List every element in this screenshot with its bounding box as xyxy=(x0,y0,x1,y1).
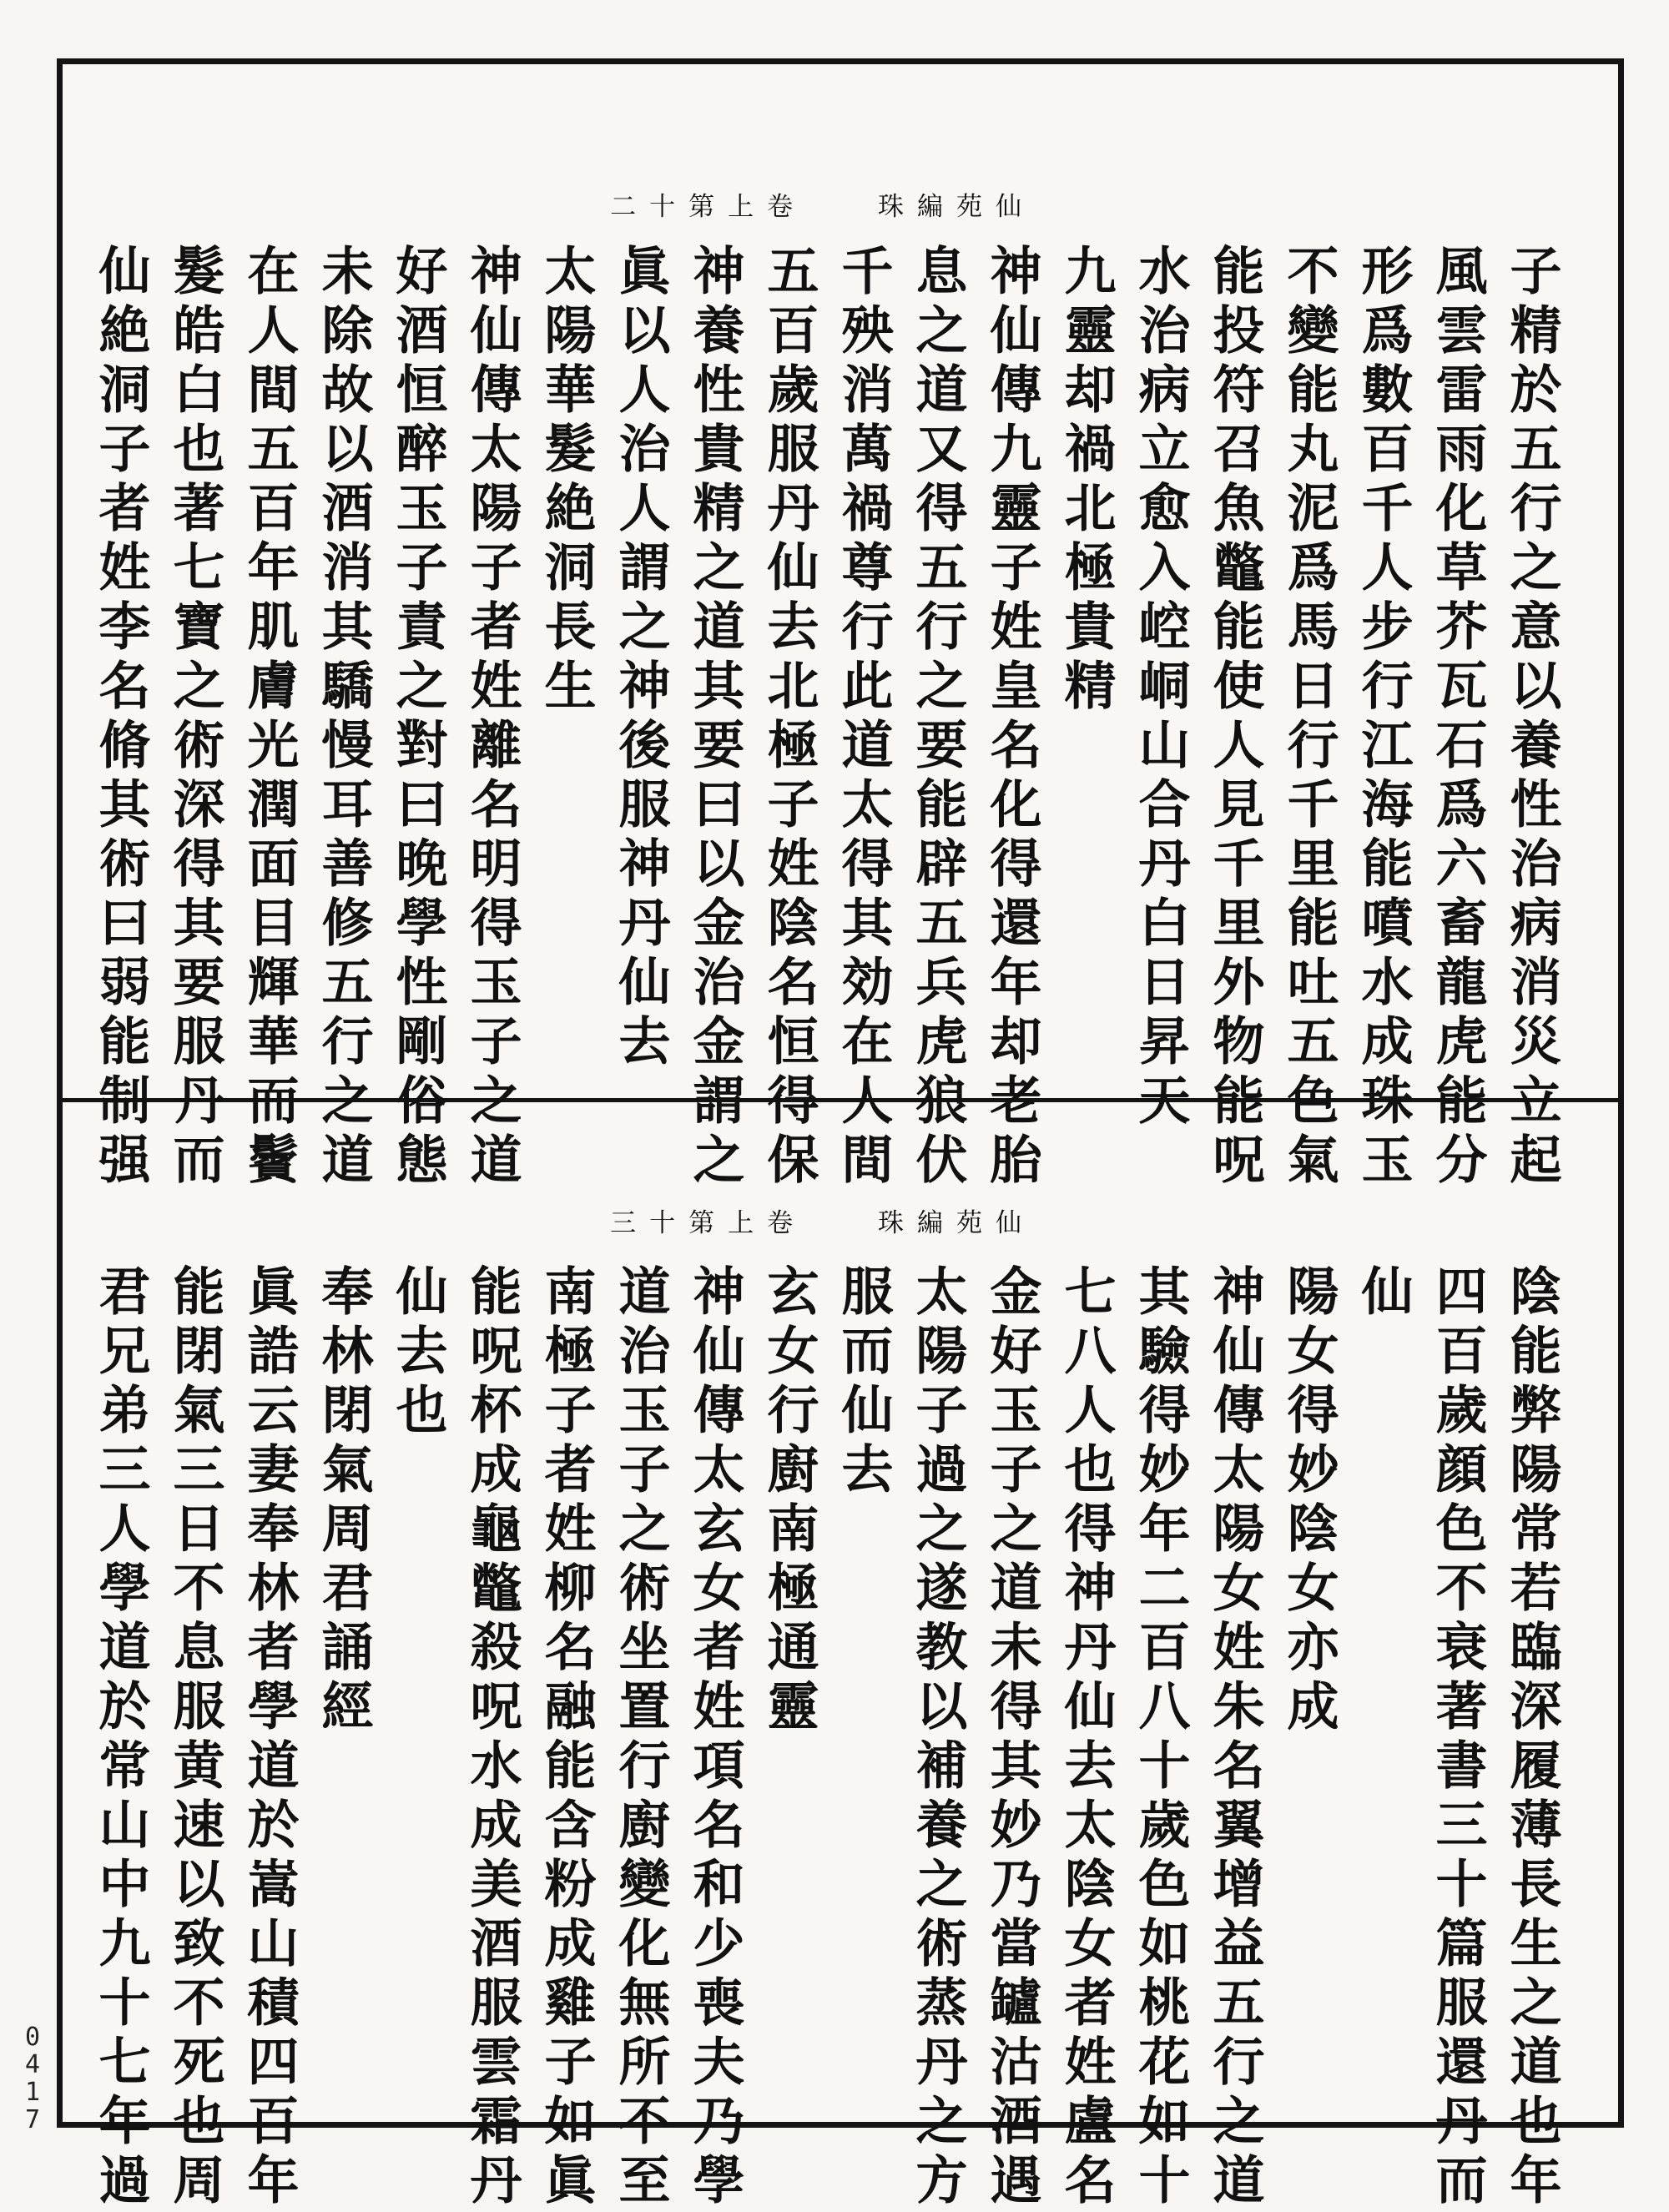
bottom-column: 君兄弟三人學道於常山中九十七年過 xyxy=(90,1264,151,2212)
top-column: 仙絶洞子者姓李名脩其術曰弱能制强 xyxy=(90,244,151,1192)
bottom-column: 陰能弊陽常若臨深履薄長生之道也年 xyxy=(1501,1264,1562,2212)
bottom-column: 金好玉子之道未得其妙乃當罏沽酒遇 xyxy=(981,1264,1042,2212)
bottom-column: 眞誥云妻奉林者學道於嵩山積四百年 xyxy=(239,1264,300,2212)
bottom-header-title: 仙苑編珠 xyxy=(878,1208,1035,1238)
top-column: 好酒恒醉玉子責之對曰晚學性剛俗態 xyxy=(387,244,448,1192)
top-column: 能投符召魚鼈能使人見千里外物能呪 xyxy=(1204,244,1265,1192)
bottom-column: 能閉氣三日不息服黄速以致不死也周 xyxy=(164,1264,225,2212)
top-column: 形爲數百千人步行江海能噴水成珠玉 xyxy=(1353,244,1414,1192)
top-column: 神仙傳九靈子姓皇名化得還年却老胎 xyxy=(981,244,1042,1192)
top-column: 在人間五百年肌膚光潤面目輝華而鬢 xyxy=(239,244,300,1192)
bottom-column: 四百歲顔色不衰著書三十篇服還丹而 xyxy=(1427,1264,1488,2212)
bottom-column: 玄女行廚南極通靈 xyxy=(759,1264,819,1738)
top-column: 未除故以酒消其驕慢耳善修五行之道 xyxy=(313,244,374,1192)
bottom-column: 神仙傳太玄女者姓項名和少喪夫乃學 xyxy=(684,1264,745,2212)
bottom-column: 七八人也得神丹仙去太陰女者姓盧名 xyxy=(1056,1264,1117,2212)
bottom-column: 仙去也 xyxy=(387,1264,448,1442)
top-column: 風雲雷雨化草芥瓦石爲六畜龍虎能分 xyxy=(1427,244,1488,1192)
top-column: 五百歲服丹仙去北極子姓陰名恒得保 xyxy=(759,244,819,1192)
bottom-column: 陽女得妙陰女亦成 xyxy=(1278,1264,1339,1738)
bottom-column: 服而仙去 xyxy=(833,1264,894,1501)
bottom-column: 能呪杯成龜鼈殺呪水成美酒服雲霜丹 xyxy=(461,1264,522,2212)
bottom-column: 其驗得妙年二百八十歲色如桃花如十 xyxy=(1130,1264,1191,2212)
top-column: 神養性貴精之道其要曰以金治金謂之 xyxy=(684,244,745,1192)
margin-page-number xyxy=(20,2023,45,2134)
bottom-column: 奉林閉氣周君誦經 xyxy=(313,1264,374,1738)
top-column: 不變能丸泥爲馬日行千里能吐五色氣 xyxy=(1278,244,1339,1192)
bottom-column: 仙 xyxy=(1353,1264,1414,1323)
bottom-column: 道治玉子之術坐置行廚變化無所不至 xyxy=(610,1264,671,2212)
bottom-column: 太陽子過之遂教以補養之術蒸丹之方 xyxy=(907,1264,968,2212)
top-column: 九靈却禍北極貴精 xyxy=(1056,244,1117,718)
bottom-column: 神仙傳太陽女姓朱名翼增益五行之道 xyxy=(1204,1264,1265,2212)
top-column: 水治病立愈入崆峒山合丹白日昇天 xyxy=(1130,244,1191,1132)
bottom-page-header xyxy=(610,1202,1035,1239)
top-column: 千殃消萬禍尊行此道太得其効在人間 xyxy=(833,244,894,1192)
top-column: 髮皓白也著七寶之術深得其要服丹而 xyxy=(164,244,225,1192)
bottom-header-section: 卷上第十三 xyxy=(610,1208,807,1238)
top-column: 息之道又得五行之要能辟五兵虎狼伏 xyxy=(907,244,968,1192)
top-column: 太陽華髮絶洞長生 xyxy=(536,244,597,718)
top-header-title: 仙苑編珠 xyxy=(878,192,1035,222)
margin-page-number-text: 0 4 1 7 xyxy=(24,2023,41,2134)
top-page-header xyxy=(610,185,1035,223)
top-header-section: 卷上第十二 xyxy=(610,192,807,222)
top-column: 子精於五行之意以養性治病消災立起 xyxy=(1501,244,1562,1192)
top-column: 眞以人治人謂之神後服神丹仙去 xyxy=(610,244,671,1073)
bottom-column: 南極子者姓柳名融能含粉成雞子如眞 xyxy=(536,1264,597,2212)
top-column: 神仙傳太陽子者姓離名明得玉子之道 xyxy=(461,244,522,1192)
